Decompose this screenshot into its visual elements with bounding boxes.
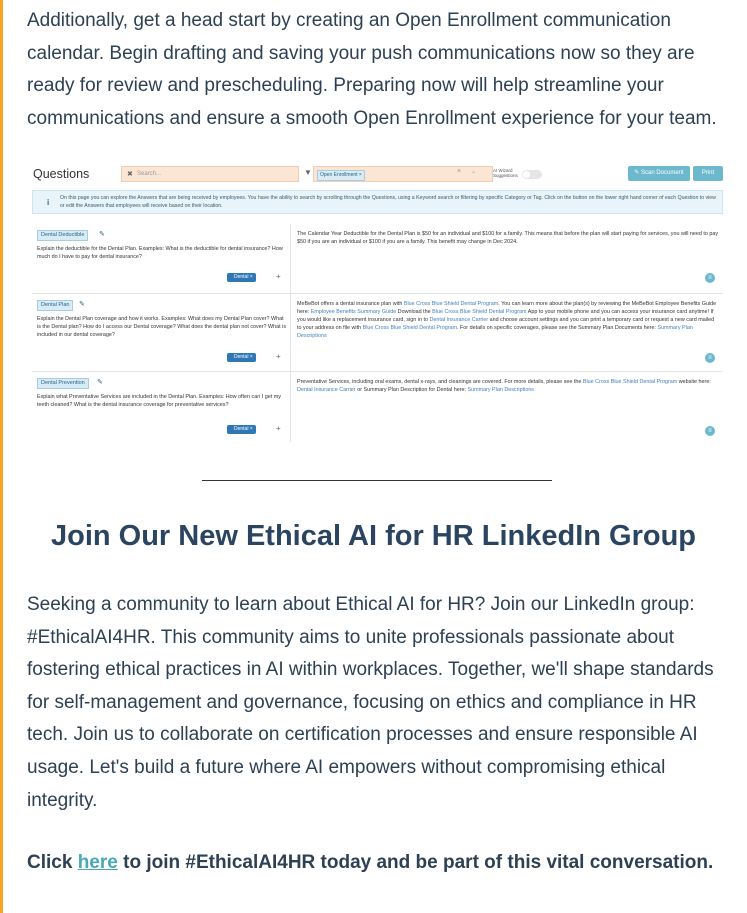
info-icon: i	[47, 198, 50, 207]
edit-icon[interactable]: ✎	[79, 301, 85, 308]
search-input[interactable]	[121, 166, 299, 182]
answer-text-segment: website here:	[677, 379, 711, 385]
section-heading: Join Our New Ethical AI for HR LinkedIn Group	[50, 520, 697, 552]
answer-link[interactable]: Dental Insurance Carrier	[297, 387, 356, 393]
embedded-app-screenshot	[27, 160, 726, 443]
answer-text-segment: or Summary Plan Description for Dental here:	[355, 387, 468, 393]
clear-icon[interactable]: ✖	[127, 171, 133, 178]
info-banner	[32, 190, 723, 214]
answer-text-segment: App to your mobile phone and you can access your insurance card anytime! If you would like a replacement insurance card, sign in to	[297, 309, 714, 323]
answer-link[interactable]: Dental Insurance Carrier	[429, 317, 489, 323]
question-cell	[32, 372, 291, 442]
view-answers-button[interactable]: ≡	[705, 353, 715, 363]
scan-document-button[interactable]: ✎ Scan Document	[628, 166, 690, 181]
answer-link[interactable]: Blue Cross Blue Shield Dental Program	[403, 301, 499, 307]
add-icon[interactable]: +	[276, 424, 281, 433]
filter-icon: ▼	[304, 168, 312, 177]
body-paragraph: Seeking a community to learn about Ethical AI for HR? Join our LinkedIn group: #EthicalAI4HR. This community aims to unite professionals passionate about fostering ethical practices in AI within workplaces. Together, we'll shape standards for self-management and governance, focusing on ethics and compliance in HR tech. Join us to collaborate on certification processes and ensure responsible AI usage. Let's build a future where AI empowers without compromising ethical integrity.	[27, 594, 714, 811]
question-cell	[32, 294, 291, 371]
answer-text-segment: Preventative Services, including oral exams, dental x-rays, and cleanings are covered. For more details, please see the	[297, 379, 583, 385]
app-page-title: Questions	[33, 167, 90, 181]
filter-select[interactable]	[313, 166, 493, 182]
category-badge[interactable]: Dental ×	[227, 273, 256, 282]
answer-link[interactable]: Blue Cross Blue Shield Dental Program	[432, 309, 527, 315]
answer-text	[297, 378, 719, 394]
cta-suffix: to join #EthicalAI4HR today and be part of this vital conversation.	[117, 852, 714, 873]
answer-text-segment: MeBeBot offers a dental insurance plan with	[297, 301, 404, 307]
answer-link[interactable]: Summary Plan Descriptions	[297, 325, 693, 339]
answer-text-segment: Download the	[396, 309, 433, 315]
answer-text-segment: . You can learn more about the plan(s) by reviewing the MeBeBot Employee Benefits Guide here:	[297, 301, 717, 315]
add-icon[interactable]: +	[276, 272, 281, 281]
view-answers-button[interactable]: ≡	[705, 426, 715, 436]
filter-clear-icon[interactable]: ×	[457, 168, 462, 175]
edit-icon[interactable]: ✎	[99, 231, 105, 238]
left-accent-rule	[0, 0, 3, 913]
question-text: Explain the deductible for the Dental Plan. Examples: What is the deductible for dental insurance? How much do I have to pay for dental insurance?	[37, 246, 283, 260]
ai-suggestions-toggle[interactable]	[522, 170, 542, 179]
call-to-action	[27, 852, 737, 874]
edit-icon[interactable]: ✎	[97, 379, 103, 386]
join-group-link[interactable]: here	[77, 852, 118, 873]
question-row	[32, 294, 723, 372]
answer-link[interactable]: Summary Plan Descriptions	[467, 387, 535, 393]
question-text: Explain what Preventative Services are included in the Dental Plan. Examples: How often can I get my teeth cleaned? What is the dental insurance coverage for preventative services?	[37, 394, 281, 408]
question-row	[32, 224, 723, 294]
answer-link[interactable]: Blue Cross Blue Shield Dental Program	[362, 325, 458, 331]
question-text: Explain the Dental Plan coverage and how it works. Examples: What does my Dental Plan cover? What is the Dental plan? How do I access our Dental coverage? What does the dental plan not cover? What is included in our dental coverage?	[37, 316, 287, 338]
question-tag: Dental Deductible	[37, 230, 88, 241]
question-tag: Dental Plan	[37, 300, 73, 311]
answer-text	[297, 300, 719, 340]
answer-text-segment: The Calendar Year Deductible for the Dental Plan is $50 for an individual and $100 for a family. This means that before the plan will start paying for services, you will need to pay $50 if you are an individual or $100 if you are a family. This benefit may change in Dec 2024.	[297, 231, 719, 245]
question-cell	[32, 224, 291, 293]
ai-suggestions-label: AI Wizard Suggestions	[493, 168, 518, 178]
scan-button-label: Scan Document	[641, 170, 684, 176]
answer-text-segment: and choose account settings and you can print a temporary card or request a new card mailed to your address on file with	[297, 317, 715, 331]
answer-text-segment: . For details on specific coverages, please see the Summary Plan Documents here:	[457, 325, 658, 331]
app-toolbar	[27, 160, 726, 188]
section-divider	[202, 480, 552, 481]
info-text: On this page you can explore the Answers that are being received by employees. You have the ability to search by scrolling through the Questions, using a Keyword search or filtering by specific Category or Tag. Click on the button on the lower right hand corner of each Question to view or edit the Answers that employees will receive based on their location.	[60, 195, 716, 209]
add-icon[interactable]: +	[276, 352, 281, 361]
question-tag: Dental Prevention	[37, 378, 89, 389]
view-answers-button[interactable]: ≡	[705, 273, 715, 283]
category-badge[interactable]: Dental ×	[227, 353, 256, 362]
answer-link[interactable]: Employee Benefits Summary Guide	[310, 309, 397, 315]
chevron-down-icon[interactable]: ⌄	[471, 169, 477, 175]
category-badge[interactable]: Dental ×	[227, 425, 256, 434]
intro-paragraph: Additionally, get a head start by creating an Open Enrollment communication calendar. Begin drafting and saving your push communications now so they are ready for review and prescheduling. Preparing now will help streamline your communications and ensure a smooth Open Enrollment experience for your team.	[27, 10, 717, 129]
answer-link[interactable]: Blue Cross Blue Shield Dental Program	[582, 379, 678, 385]
print-button[interactable]: Print	[693, 166, 723, 181]
answer-text	[297, 230, 719, 246]
question-row	[32, 372, 723, 442]
search-placeholder: Search...	[137, 171, 162, 177]
filter-chip[interactable]: Open Enrollment ×	[317, 170, 365, 181]
cta-prefix: Click	[27, 852, 78, 873]
